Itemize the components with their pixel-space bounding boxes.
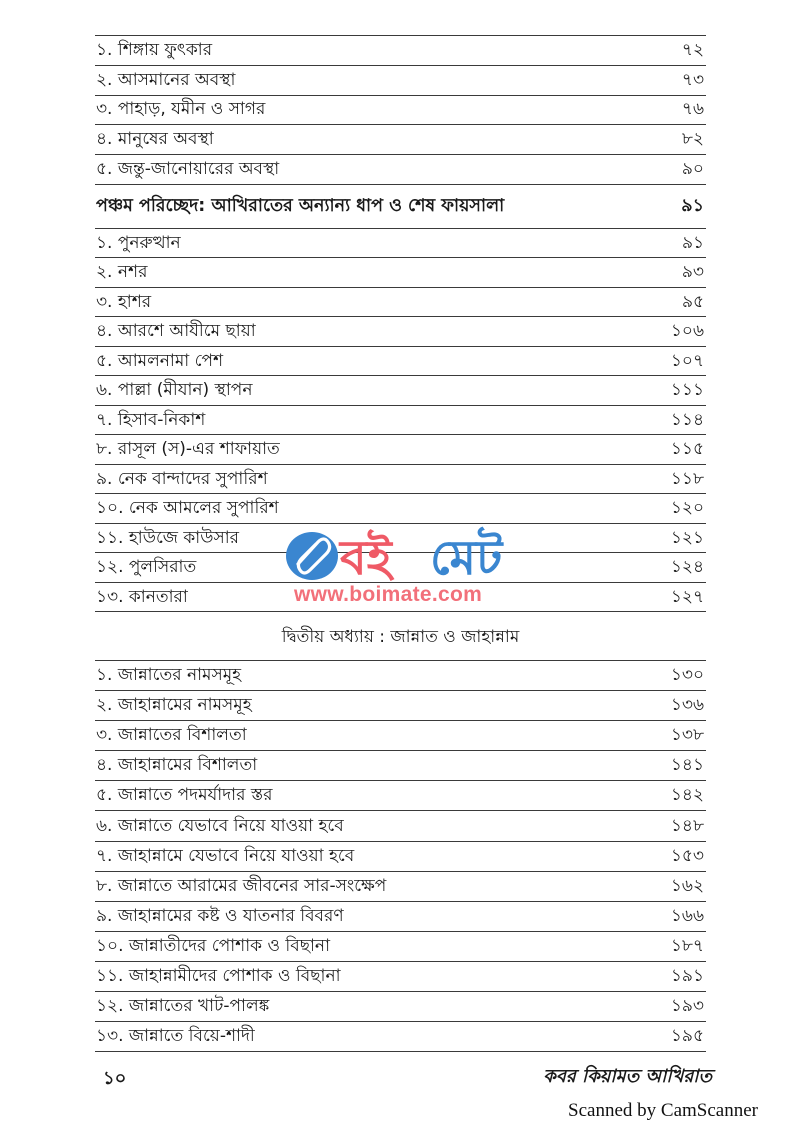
toc-row-page: ১৩০	[670, 665, 704, 686]
toc-row	[95, 902, 706, 932]
toc-row-title: ১০. জান্নাতীদের পোশাক ও বিছানা	[96, 935, 331, 956]
toc-row	[95, 962, 706, 992]
toc-row-title: ২. জাহান্নামের নামসমূহ	[96, 695, 252, 716]
footer-book-title: কবর কিয়ামত আখিরাত	[543, 1066, 712, 1087]
toc-section-1-list	[95, 35, 706, 612]
toc-row-title: ৯. নেক বান্দাদের সুপারিশ	[96, 468, 268, 489]
toc-row-page: ১১৫	[670, 439, 704, 460]
toc-row-title: ১৩. জান্নাতে বিয়ে-শাদী	[96, 1026, 255, 1047]
toc-row-page: ১৮৭	[670, 935, 704, 956]
toc-row-page: ১১১	[670, 380, 704, 401]
toc-row-title: ৫. জান্নাতে পদমর্যাদার স্তর	[96, 785, 273, 806]
toc-row-page: ১১৮	[670, 468, 704, 489]
toc-row	[95, 992, 706, 1022]
toc-row-page: ১০৭	[670, 350, 704, 371]
toc-row	[95, 36, 706, 66]
toc-row-page: ১৬৬	[670, 905, 704, 926]
toc-row	[95, 125, 706, 155]
toc-row	[95, 1022, 706, 1052]
toc-row-page: ১৩৬	[670, 695, 704, 716]
chapter-page: ৯১	[681, 195, 704, 216]
toc-row-title: ১১. জাহান্নামীদের পোশাক ও বিছানা	[96, 965, 341, 986]
toc-row-title: ১০. নেক আমলের সুপারিশ	[96, 498, 279, 519]
chapter-title: পঞ্চম পরিচ্ছেদ: আখিরাতের অন্যান্য ধাপ ও শেষ ফায়সালা	[96, 195, 505, 216]
toc-row-page: ১২০	[670, 498, 704, 519]
toc-row-page: ১৯৩	[670, 996, 704, 1017]
toc-row-title: ৫. জন্তু-জানোয়ারের অবস্থা	[96, 159, 280, 180]
toc-row	[95, 691, 706, 721]
toc-row-page: ৭২	[681, 39, 704, 60]
toc-row-page: ১৫৩	[670, 845, 704, 866]
toc-row-page: ১২৪	[670, 557, 704, 578]
toc-row	[95, 781, 706, 811]
toc-row-page: ৮২	[681, 129, 704, 150]
toc-row-page: ৯১	[681, 232, 704, 253]
toc-row-title: ১. পুনরুত্থান	[96, 232, 181, 253]
toc-row	[95, 842, 706, 872]
toc-row-title: ৬. পাল্লা (মীযান) স্থাপন	[96, 380, 253, 401]
svg-text:মেট: মেট	[430, 530, 503, 584]
toc-row	[95, 96, 706, 126]
toc-row-title: ৪. আরশে আযীমে ছায়া	[96, 321, 256, 342]
toc-row-title: ৪. মানুষের অবস্থা	[96, 129, 214, 150]
toc-row	[95, 524, 706, 554]
toc-row-title: ৪. জাহান্নামের বিশালতা	[96, 755, 258, 776]
scanner-note: Scanned by CamScanner	[568, 1100, 758, 1121]
toc-row-title: ১. জান্নাতের নামসমূহ	[96, 665, 242, 686]
toc-row	[95, 751, 706, 781]
section-heading: দ্বিতীয় অধ্যায় : জান্নাত ও জাহান্নাম	[281, 627, 520, 647]
toc-row-title: ৩. পাহাড়, যমীন ও সাগর	[96, 99, 266, 120]
toc-row	[95, 583, 706, 613]
toc-row-title: ১. শিঙ্গায় ফুৎকার	[96, 39, 213, 60]
toc-row	[95, 288, 706, 318]
toc-row-title: ২. আসমানের অবস্থা	[96, 69, 236, 90]
toc-row-title: ৬. জান্নাতে যেভাবে নিয়ে যাওয়া হবে	[96, 815, 344, 836]
toc-row	[95, 721, 706, 751]
toc-row-page: ১৩৮	[670, 725, 704, 746]
toc-row-page: ৭৩	[681, 69, 704, 90]
toc-row-page: ১৪২	[670, 785, 704, 806]
toc-row	[95, 258, 706, 288]
toc-row-page: ১১৪	[670, 409, 704, 430]
toc-row-page: ১০৬	[670, 321, 704, 342]
footer-page-number: ১০	[103, 1068, 127, 1089]
toc-row-page: ১২৭	[670, 586, 704, 607]
toc-row	[95, 932, 706, 962]
toc-chapter-heading	[95, 185, 706, 229]
toc-row-title: ৩. হাশর	[96, 291, 152, 312]
toc-row-page: ৯৫	[681, 291, 704, 312]
toc-row-page: ১৪৮	[670, 815, 704, 836]
toc-row-page: ১৪১	[670, 755, 704, 776]
toc-section-2-list	[95, 660, 706, 1052]
toc-row	[95, 229, 706, 259]
toc-row	[95, 347, 706, 377]
toc-row-page: ৭৬	[681, 99, 704, 120]
svg-text:বই: বই	[340, 530, 392, 584]
toc-row-title: ৮. রাসূল (স)-এর শাফায়াত	[96, 439, 280, 460]
toc-row	[95, 465, 706, 495]
toc-row-page: ১২১	[670, 527, 704, 548]
toc-row-page: ১৬২	[670, 875, 704, 896]
toc-row	[95, 872, 706, 902]
toc-row	[95, 155, 706, 185]
toc-row-title: ৫. আমলনামা পেশ	[96, 350, 224, 371]
toc-row-page: ৯৩	[681, 262, 704, 283]
toc-row-page: ১৯৫	[670, 1026, 704, 1047]
toc-row	[95, 435, 706, 465]
toc-row	[95, 494, 706, 524]
toc-row-title: ১৩. কানতারা	[96, 586, 188, 607]
toc-row	[95, 811, 706, 841]
toc-row-title: ১১. হাউজে কাউসার	[96, 527, 239, 548]
toc-row-title: ৭. জাহান্নামে যেভাবে নিয়ে যাওয়া হবে	[96, 845, 355, 866]
toc-row-title: ১২. পুলসিরাত	[96, 557, 197, 578]
toc-row-title: ২. নশর	[96, 262, 148, 283]
toc-row-title: ৩. জান্নাতের বিশালতা	[96, 725, 247, 746]
toc-row	[95, 661, 706, 691]
toc-row-title: ৯. জাহান্নামের কষ্ট ও যাতনার বিবরণ	[96, 905, 344, 926]
toc-row-title: ১২. জান্নাতের খাট-পালঙ্ক	[96, 996, 270, 1017]
toc-row	[95, 406, 706, 436]
toc-row	[95, 553, 706, 583]
toc-row-page: ৯০	[681, 159, 704, 180]
toc-row-page: ১৯১	[670, 965, 704, 986]
watermark-url: www.boimate.com	[294, 583, 483, 606]
toc-row-title: ৮. জান্নাতে আরামের জীবনের সার-সংক্ষেপ	[96, 875, 387, 896]
toc-row	[95, 66, 706, 96]
toc-row	[95, 317, 706, 347]
toc-row	[95, 376, 706, 406]
toc-row-title: ৭. হিসাব-নিকাশ	[96, 409, 206, 430]
